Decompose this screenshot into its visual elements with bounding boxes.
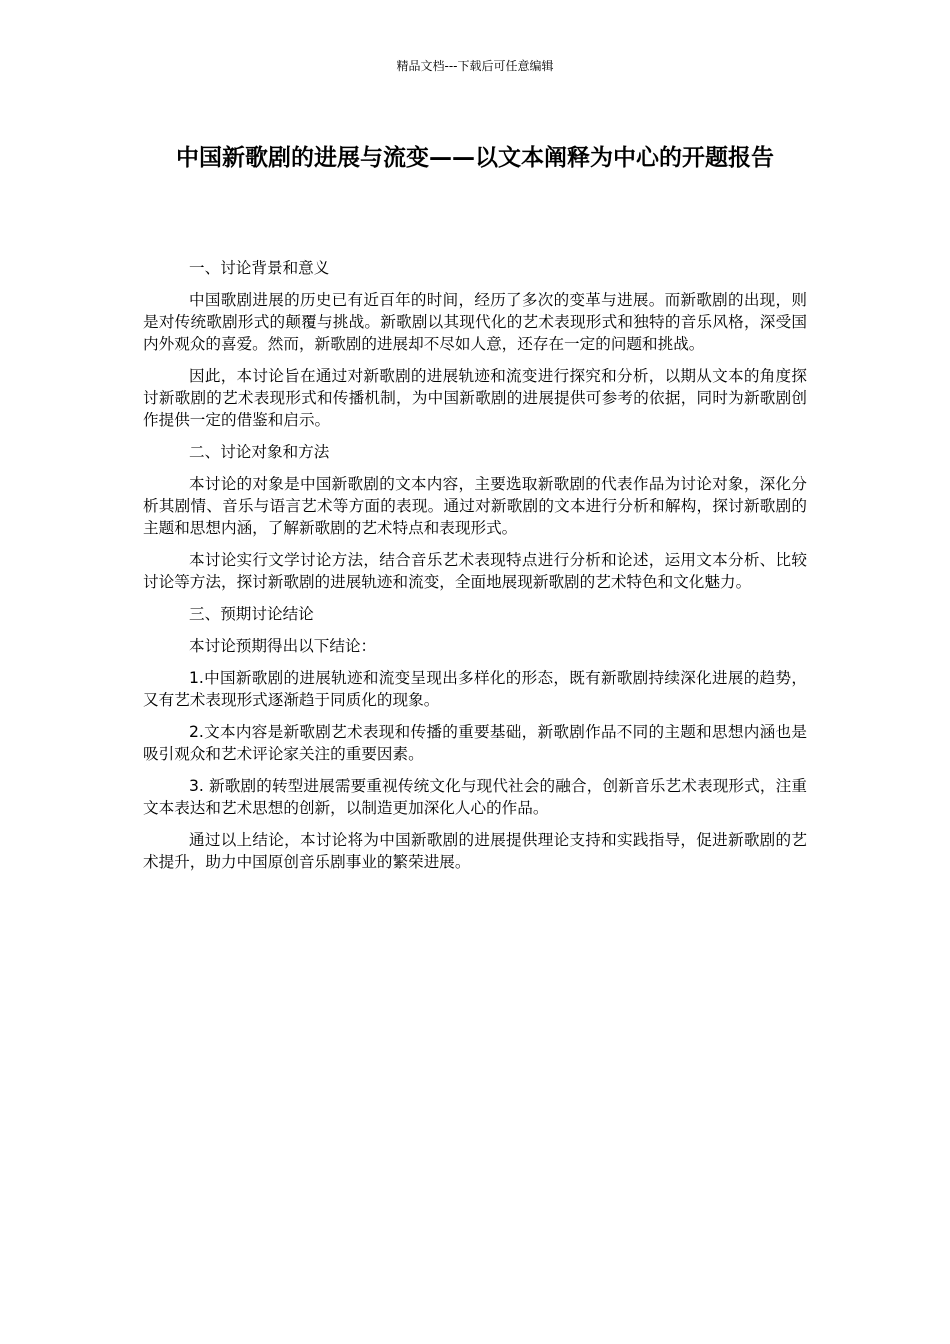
conclusion-item-1: 1.中国新歌剧的进展轨迹和流变呈现出多样化的形态，既有新歌剧持续深化进展的趋势，又有艺术表现形式逐渐趋于同质化的现象。: [143, 669, 807, 709]
section-heading-conclusions: 三、预期讨论结论: [189, 605, 314, 623]
page-header: 精品文档---下载后可任意编辑: [396, 59, 554, 73]
paragraph: 本讨论实行文学讨论方法，结合音乐艺术表现特点进行分析和论述，运用文本分析、比较讨论等方法，探讨新歌剧的进展轨迹和流变，全面地展现新歌剧的艺术特色和文化魅力。: [143, 551, 807, 591]
document-title: 中国新歌剧的进展与流变——以文本阐释为中心的开题报告: [176, 145, 774, 171]
document-body: [143, 257, 807, 883]
paragraph: 本讨论预期得出以下结论：: [189, 637, 377, 655]
closing-paragraph: 通过以上结论，本讨论将为中国新歌剧的进展提供理论支持和实践指导，促进新歌剧的艺术提升，助力中国原创音乐剧事业的繁荣进展。: [143, 831, 807, 871]
section-heading-background: 一、讨论背景和意义: [189, 259, 330, 277]
section-heading-object-method: 二、讨论对象和方法: [189, 443, 330, 461]
conclusion-item-3: 3. 新歌剧的转型进展需要重视传统文化与现代社会的融合，创新音乐艺术表现形式，注重文本表达和艺术思想的创新，以制造更加深化人心的作品。: [143, 777, 807, 817]
conclusion-item-2: 2.文本内容是新歌剧艺术表现和传播的重要基础，新歌剧作品不同的主题和思想内涵也是吸引观众和艺术评论家关注的重要因素。: [143, 723, 807, 763]
paragraph: 因此，本讨论旨在通过对新歌剧的进展轨迹和流变进行探究和分析，以期从文本的角度探讨新歌剧的艺术表现形式和传播机制，为中国新歌剧的进展提供可参考的依据，同时为新歌剧创作提供一定的借鉴和启示。: [143, 367, 807, 429]
paragraph: 本讨论的对象是中国新歌剧的文本内容，主要选取新歌剧的代表作品为讨论对象，深化分析其剧情、音乐与语言艺术等方面的表现。通过对新歌剧的文本进行分析和解构，探讨新歌剧的主题和思想内涵，了解新歌剧的艺术特点和表现形式。: [143, 475, 807, 537]
paragraph: 中国歌剧进展的历史已有近百年的时间，经历了多次的变革与进展。而新歌剧的出现，则是对传统歌剧形式的颠覆与挑战。新歌剧以其现代化的艺术表现形式和独特的音乐风格，深受国内外观众的喜爱。然而，新歌剧的进展却不尽如人意，还存在一定的问题和挑战。: [143, 291, 807, 353]
